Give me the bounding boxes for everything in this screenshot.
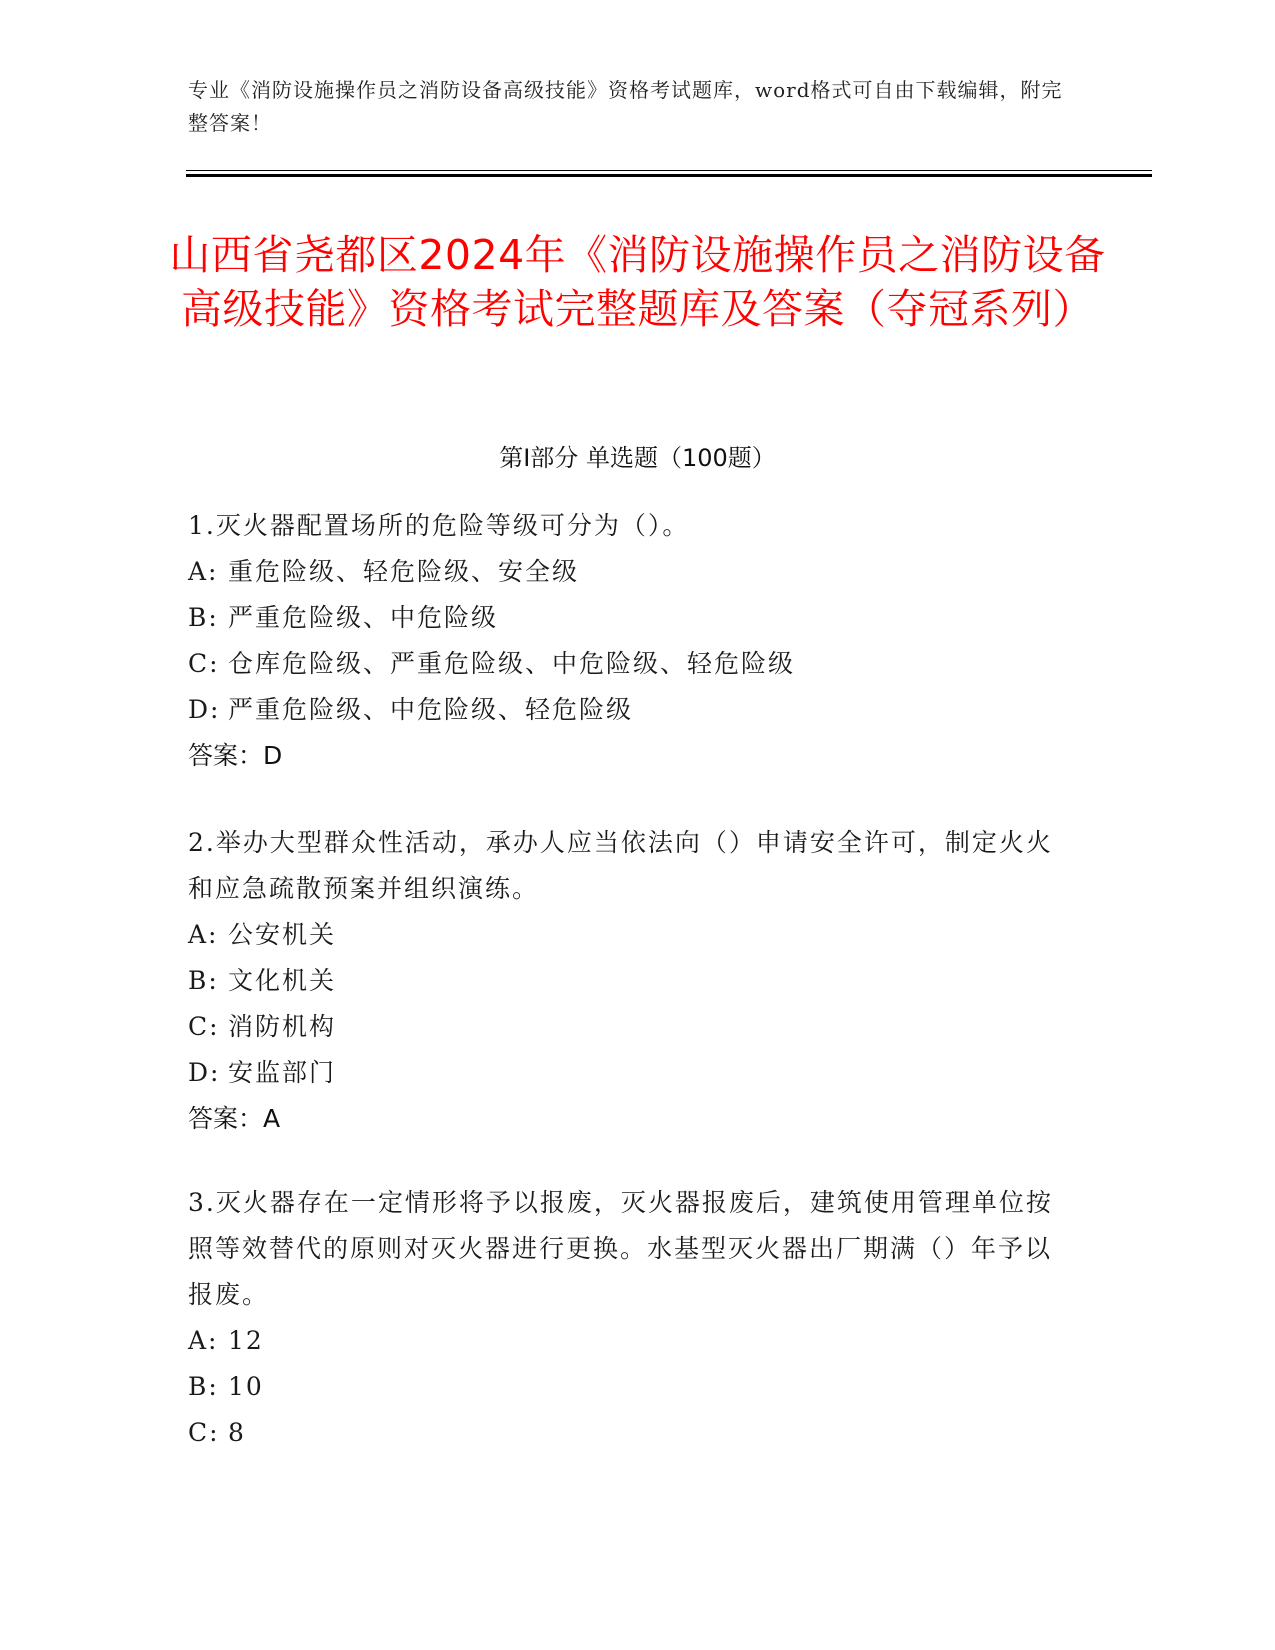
option-key: B: (188, 1372, 219, 1401)
option-text: 10 (228, 1372, 264, 1401)
option-text: 严重危险级、中危险级 (228, 603, 499, 632)
option-c (188, 1410, 1068, 1456)
header-note: 专业《消防设施操作员之消防设备高级技能》资格考试题库，word格式可自由下载编辑，附完整答案！ (188, 78, 1063, 135)
header-rule-thin (186, 170, 1152, 171)
question-stem: 3.灭火器存在一定情形将予以报废，灭火器报废后，建筑使用管理单位按照等效替代的原则对灭火器进行更换。水基型灭火器出厂期满（）年予以报废。 (188, 1188, 1053, 1309)
option-text: 仓库危险级、严重危险级、中危险级、轻危险级 (228, 649, 796, 678)
option-text: 12 (228, 1326, 264, 1355)
option-key: A: (188, 1326, 219, 1355)
document-title: 山西省尧都区2024年《消防设施操作员之消防设备高级技能》资格考试完整题库及答案（夺冠系列） (169, 231, 1106, 333)
option-key: D: (188, 695, 221, 724)
answer-line: 答案：A (188, 1104, 281, 1133)
option-d (188, 687, 1068, 733)
option-b (188, 958, 1068, 1004)
header-rule-thick (186, 174, 1152, 177)
option-key: D: (188, 1058, 221, 1087)
option-text: 严重危险级、中危险级、轻危险级 (228, 695, 634, 724)
option-key: A: (188, 557, 219, 586)
option-b (188, 595, 1068, 641)
option-c (188, 1004, 1068, 1050)
option-text: 安监部门 (228, 1058, 337, 1087)
option-d (188, 1050, 1068, 1096)
option-key: A: (188, 920, 219, 949)
option-key: C: (188, 1418, 220, 1447)
option-text: 消防机构 (228, 1012, 337, 1041)
option-key: B: (188, 603, 219, 632)
question-1 (188, 503, 1068, 779)
option-text: 文化机关 (228, 966, 337, 995)
option-a (188, 1318, 1068, 1364)
option-a (188, 912, 1068, 958)
option-key: C: (188, 1012, 220, 1041)
question-3 (188, 1180, 1068, 1456)
question-stem: 1.灭火器配置场所的危险等级可分为（）。 (188, 511, 690, 540)
question-2 (188, 820, 1068, 1142)
section-heading: 第I部分 单选题（100题） (499, 444, 776, 472)
option-text: 公安机关 (228, 920, 337, 949)
option-key: C: (188, 649, 220, 678)
option-key: B: (188, 966, 219, 995)
question-stem: 2.举办大型群众性活动，承办人应当依法向（）申请安全许可，制定火火和应急疏散预案并组织演练。 (188, 828, 1053, 903)
option-b (188, 1364, 1068, 1410)
answer-line: 答案：D (188, 741, 283, 770)
option-c (188, 641, 1068, 687)
option-text: 8 (228, 1418, 246, 1447)
option-text: 重危险级、轻危险级、安全级 (228, 557, 580, 586)
option-a (188, 549, 1068, 595)
